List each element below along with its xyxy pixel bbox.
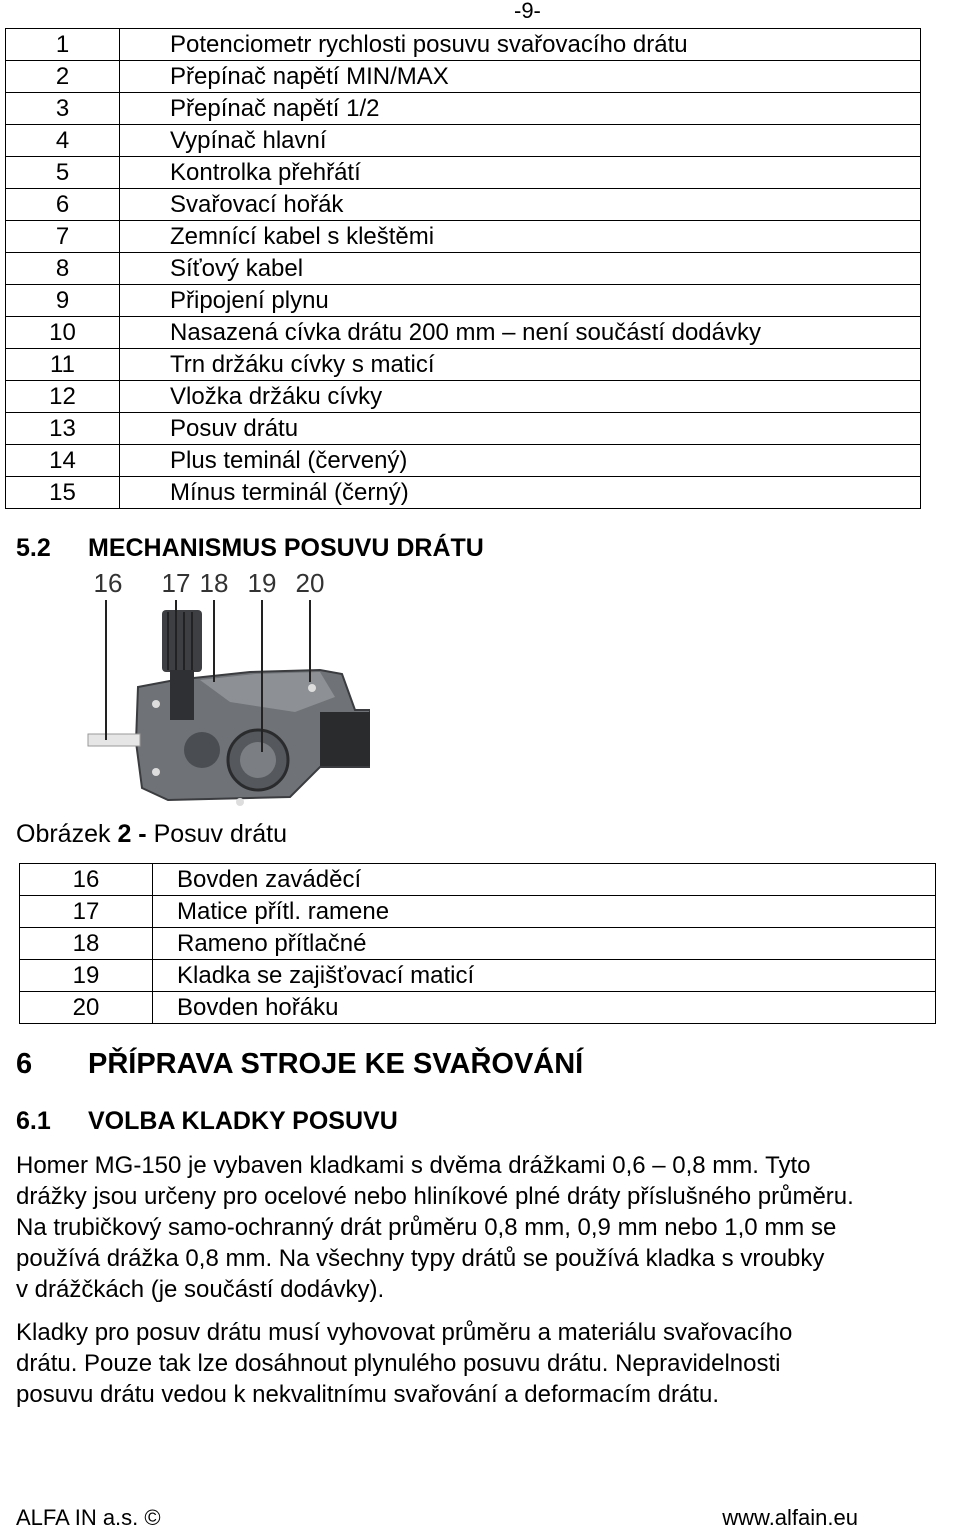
figure-parts-table	[19, 863, 936, 1024]
table-row	[6, 221, 921, 253]
text-line: Na trubičkový samo-ochranný drát průměru 0,8 mm, 0,9 mm nebo 1,0 mm se	[16, 1214, 837, 1241]
item-number: 3	[6, 93, 120, 125]
text-line: drátu. Pouze tak lze dosáhnout plynulého posuvu drátu. Nepravidelnosti	[16, 1350, 781, 1377]
table-row	[6, 93, 921, 125]
figure-callout: 20	[295, 568, 325, 598]
item-number: 4	[6, 125, 120, 157]
figure-callout: 18	[199, 568, 229, 598]
section-title: MECHANISMUS POSUVU DRÁTU	[88, 534, 484, 562]
section-title: PŘÍPRAVA STROJE KE SVAŘOVÁNÍ	[88, 1048, 584, 1080]
table-row	[20, 864, 936, 896]
caption-prefix: Obrázek	[16, 820, 111, 848]
caption-number: 2 -	[117, 820, 147, 848]
section-heading-6	[16, 1048, 716, 1084]
item-number: 8	[6, 253, 120, 285]
item-number: 17	[20, 896, 153, 928]
table-row	[6, 413, 921, 445]
item-number: 1	[6, 29, 120, 61]
item-number: 9	[6, 285, 120, 317]
item-description: Plus teminál (červený)	[120, 445, 921, 477]
section-number: 6.1	[16, 1107, 51, 1135]
table-row	[20, 928, 936, 960]
text-line: Homer MG-150 je vybaven kladkami s dvěma drážkami 0,6 – 0,8 mm. Tyto	[16, 1152, 811, 1179]
item-description: Potenciometr rychlosti posuvu svařovacího drátu	[120, 29, 921, 61]
table-row	[6, 477, 921, 509]
figure-callout: 17	[161, 568, 191, 598]
item-description: Rameno přítlačné	[153, 928, 936, 960]
table-row	[6, 381, 921, 413]
item-number: 5	[6, 157, 120, 189]
item-number: 19	[20, 960, 153, 992]
item-number: 14	[6, 445, 120, 477]
table-row	[6, 317, 921, 349]
table-row	[6, 349, 921, 381]
table-row	[6, 29, 921, 61]
item-description: Kladka se zajišťovací maticí	[153, 960, 936, 992]
table-row	[20, 960, 936, 992]
table-row	[6, 61, 921, 93]
table-row	[6, 189, 921, 221]
item-number: 15	[6, 477, 120, 509]
table-row	[6, 253, 921, 285]
item-number: 11	[6, 349, 120, 381]
text-line: drážky jsou určeny pro ocelové nebo hliníkové plné dráty příslušného průměru.	[16, 1183, 854, 1210]
item-description: Přepínač napětí 1/2	[120, 93, 921, 125]
item-description: Matice přítl. ramene	[153, 896, 936, 928]
footer-company: ALFA IN a.s. ©	[16, 1505, 161, 1530]
item-number: 7	[6, 221, 120, 253]
item-description: Připojení plynu	[120, 285, 921, 317]
item-number: 10	[6, 317, 120, 349]
item-description: Nasazená cívka drátu 200 mm – není součástí dodávky	[120, 317, 921, 349]
item-number: 13	[6, 413, 120, 445]
item-description: Vložka držáku cívky	[120, 381, 921, 413]
caption-text: Posuv drátu	[153, 820, 287, 848]
item-description: Síťový kabel	[120, 253, 921, 285]
item-number: 16	[20, 864, 153, 896]
section-number: 5.2	[16, 534, 51, 562]
text-line: Kladky pro posuv drátu musí vyhovovat průměru a materiálu svařovacího	[16, 1319, 793, 1346]
item-description: Bovden hořáku	[153, 992, 936, 1024]
item-description: Trn držáku cívky s maticí	[120, 349, 921, 381]
text-line: používá drážka 0,8 mm. Na všechny typy drátů se používá kladka s vroubky	[16, 1245, 825, 1272]
item-number: 20	[20, 992, 153, 1024]
paragraph-roller-selection	[16, 1150, 960, 1305]
table-row	[6, 157, 921, 189]
item-number: 2	[6, 61, 120, 93]
table-row	[20, 896, 936, 928]
item-description: Přepínač napětí MIN/MAX	[120, 61, 921, 93]
parts-table	[5, 28, 921, 509]
footer-website[interactable]: www.alfain.eu	[722, 1505, 858, 1530]
figure-caption	[16, 820, 287, 849]
page-number: -9-	[514, 0, 541, 23]
figure-callout: 19	[247, 568, 277, 598]
item-description: Posuv drátu	[120, 413, 921, 445]
item-number: 18	[20, 928, 153, 960]
item-description: Kontrolka přehřátí	[120, 157, 921, 189]
figure-callout: 16	[93, 568, 123, 598]
item-description: Svařovací hořák	[120, 189, 921, 221]
text-line: posuvu drátu vedou k nekvalitnímu svařování a deformacím drátu.	[16, 1381, 720, 1408]
section-heading-6-1	[16, 1107, 616, 1139]
item-number: 6	[6, 189, 120, 221]
wire-feed-mechanism-figure	[80, 562, 370, 812]
item-description: Bovden zaváděcí	[153, 864, 936, 896]
item-number: 12	[6, 381, 120, 413]
table-row	[6, 285, 921, 317]
section-title: VOLBA KLADKY POSUVU	[88, 1107, 398, 1135]
section-number: 6	[16, 1048, 33, 1080]
table-row	[6, 445, 921, 477]
paragraph-roller-requirements	[16, 1317, 960, 1410]
item-description: Vypínač hlavní	[120, 125, 921, 157]
table-row	[20, 992, 936, 1024]
item-description: Mínus terminál (černý)	[120, 477, 921, 509]
table-row	[6, 125, 921, 157]
text-line: v drážčkách (je součástí dodávky).	[16, 1276, 385, 1303]
item-description: Zemnící kabel s kleštěmi	[120, 221, 921, 253]
